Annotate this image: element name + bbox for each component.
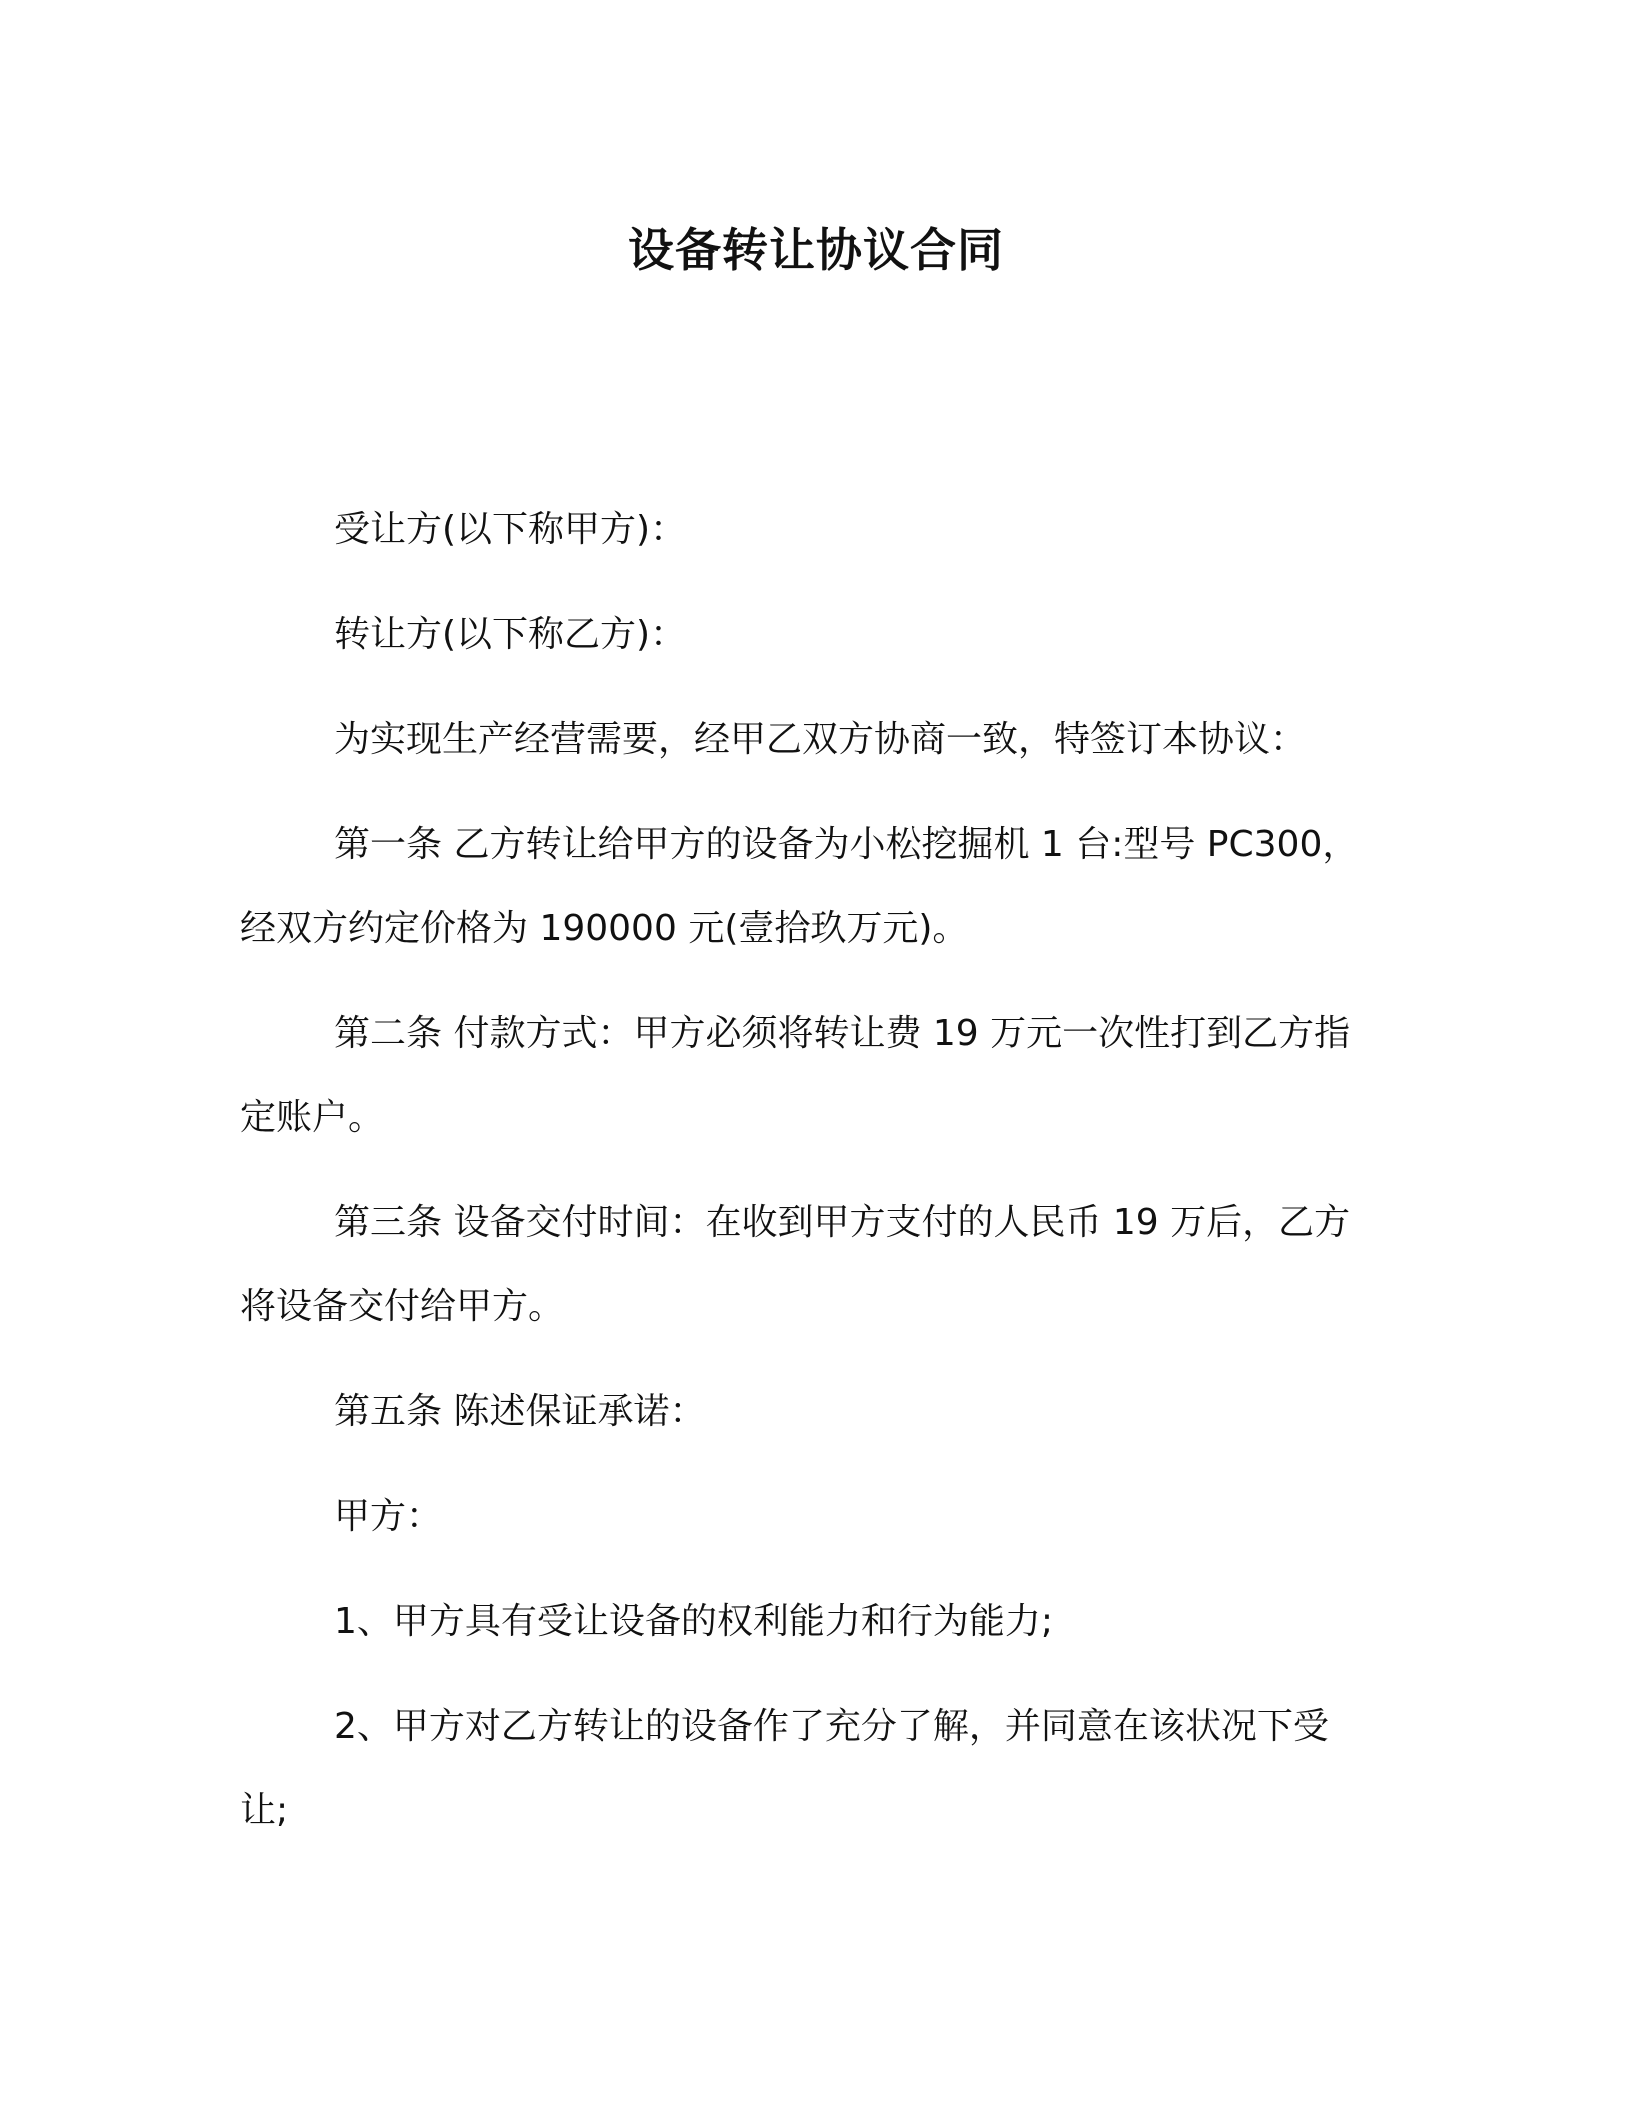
document-body (240, 488, 1376, 1874)
party-a-item-2: 2、甲方对乙方转让的设备作了充分了解，并同意在该状况下受让; (240, 1706, 1329, 1831)
preamble-paragraph: 为实现生产经营需要，经甲乙双方协商一致，特签订本协议： (334, 719, 1307, 760)
article-5-heading: 第五条 陈述保证承诺： (334, 1391, 706, 1432)
article-3-paragraph: 第三条 设备交付时间：在收到甲方支付的人民币 19 万后，乙方将设备交付给甲方。 (240, 1202, 1351, 1327)
article-2-paragraph: 第二条 付款方式：甲方必须将转让费 19 万元一次性打到乙方指定账户。 (240, 1013, 1351, 1138)
document-title: 设备转让协议合同 (628, 223, 1004, 277)
party-a-heading: 甲方： (334, 1496, 443, 1537)
party-a-item-1: 1、甲方具有受让设备的权利能力和行为能力; (334, 1601, 1054, 1642)
party-a-line: 受让方(以下称甲方)： (334, 509, 687, 550)
party-b-line: 转让方(以下称乙方)： (334, 614, 687, 655)
article-1-paragraph: 第一条 乙方转让给甲方的设备为小松挖掘机 1 台:型号 PC300，经双方约定价格为 190000 元(壹拾玖万元)。 (240, 824, 1359, 949)
